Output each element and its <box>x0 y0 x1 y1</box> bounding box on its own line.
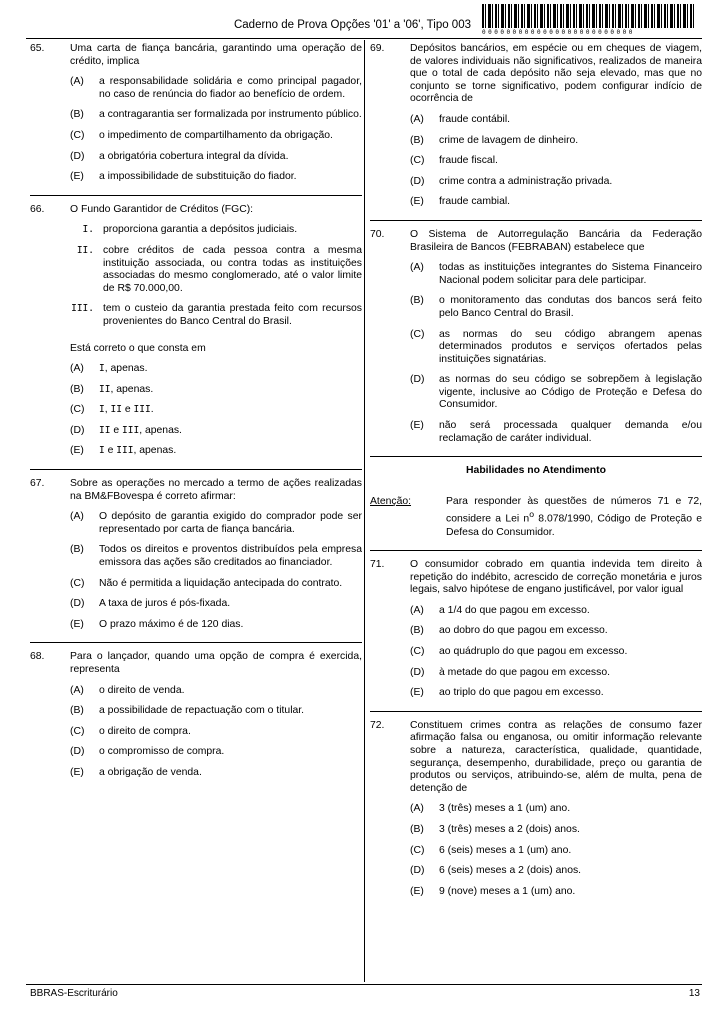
roman-ref: III <box>122 424 140 436</box>
option-text: A taxa de juros é pós-fixada. <box>99 598 231 610</box>
option-a <box>410 803 702 816</box>
option-text <box>99 425 362 438</box>
option-text <box>99 404 362 417</box>
option-d <box>410 374 702 412</box>
left-column <box>30 43 362 780</box>
option-label: (B) <box>70 109 84 121</box>
option-label: (B) <box>70 705 84 717</box>
option-c <box>410 646 702 659</box>
option-text: a responsabilidade solidária e como principal pagador, no caso de renúncia do fiador ao benefício de ordem. <box>99 76 362 100</box>
option-label: (D) <box>410 865 425 877</box>
page-header <box>0 0 728 36</box>
option-text <box>99 445 362 458</box>
statement-ii <box>70 245 362 295</box>
attention-text-post: 8.078/1990, Código de Proteção e Defesa do Consumidor. <box>446 513 703 538</box>
roman-ref: II <box>99 383 111 395</box>
option-d <box>410 176 702 189</box>
option-b <box>70 705 362 718</box>
option-a <box>410 605 702 618</box>
option-text: a impossibilidade de substituição do fiador. <box>99 171 297 183</box>
option-c <box>410 845 702 858</box>
option-tail: . <box>150 404 154 416</box>
option-d <box>410 667 702 680</box>
attention-sup: o <box>529 509 535 520</box>
option-label: (C) <box>70 577 85 589</box>
question-separator <box>30 195 362 196</box>
option-text: fraude fiscal. <box>439 155 498 167</box>
option-tail: , apenas. <box>110 383 154 395</box>
question-number: 69. <box>370 43 385 54</box>
option-text: não será processada qualquer demanda e/ou reclamação de caráter individual. <box>439 420 702 444</box>
question-stem: O Fundo Garantidor de Créditos (FGC): <box>70 203 254 215</box>
option-text: O prazo máximo é de 120 dias. <box>99 618 244 630</box>
section-title: Habilidades no Atendimento <box>466 465 606 477</box>
question-number: 71. <box>370 559 385 571</box>
option-label: (C) <box>70 129 85 141</box>
option-text: o direito de compra. <box>99 725 191 737</box>
option-label: (E) <box>410 420 424 432</box>
option-a <box>70 511 362 536</box>
question-separator <box>30 642 362 643</box>
statement-iii <box>70 303 362 328</box>
option-text: ao triplo do que pagou em excesso. <box>439 687 604 699</box>
option-sep: e <box>104 445 117 457</box>
roman-ref: I <box>99 404 105 416</box>
option-d <box>70 425 362 438</box>
option-e <box>410 420 702 445</box>
option-b <box>410 824 702 837</box>
option-text: fraude cambial. <box>439 196 511 208</box>
option-text: todas as instituições integrantes do Sistema Financeiro Nacional podem solicitar para dele participar. <box>439 262 702 286</box>
question-65 <box>30 43 362 184</box>
roman-ref: I <box>99 445 105 457</box>
option-label: (B) <box>410 625 424 637</box>
option-tail: , apenas. <box>133 445 177 457</box>
option-label: (A) <box>410 803 424 815</box>
option-label: (D) <box>410 666 425 678</box>
option-text: 6 (seis) meses a 1 (um) ano. <box>439 844 572 856</box>
question-66 <box>30 204 362 458</box>
option-label: (D) <box>410 175 425 187</box>
question-number: 65. <box>30 43 45 54</box>
option-b <box>70 109 362 122</box>
option-e <box>410 687 702 700</box>
header-title: Caderno de Prova Opções '01' a '06', Tipo 003 <box>233 19 471 31</box>
option-text: o direito de venda. <box>99 684 185 696</box>
option-b <box>410 625 702 638</box>
question-number: 70. <box>370 228 385 240</box>
option-e <box>70 619 362 632</box>
option-label: (E) <box>410 196 424 208</box>
question-number: 68. <box>30 651 45 663</box>
option-tail: , apenas. <box>139 424 182 436</box>
option-text: a obrigação de venda. <box>99 766 202 778</box>
question-separator <box>370 711 702 712</box>
option-label: (A) <box>70 511 84 523</box>
option-b <box>70 384 362 397</box>
question-number: 72. <box>370 719 385 731</box>
option-c <box>410 329 702 367</box>
question-71 <box>370 559 702 700</box>
option-sep: e <box>121 404 134 416</box>
option-c <box>70 726 362 739</box>
option-b <box>410 295 702 320</box>
option-d <box>410 865 702 878</box>
option-text: O depósito de garantia exigido do comprador pode ser representado por carta de fiança bancária. <box>99 511 362 535</box>
option-e <box>70 171 362 184</box>
option-e <box>410 886 702 899</box>
question-stem: Sobre as operações no mercado a termo de ações realizadas na BM&FBovespa é correto afirmar: <box>70 478 362 502</box>
question-prompt: Está correto o que consta em <box>70 342 206 354</box>
roman-ref: III <box>133 404 151 416</box>
statement-label: II. <box>76 244 94 256</box>
statement-text: tem o custeio da garantia prestada feito com recursos provenientes do Banco Central do Brasil. <box>103 303 362 327</box>
option-b <box>70 544 362 569</box>
page-number: 13 <box>688 988 700 999</box>
option-label: (E) <box>70 618 84 630</box>
statement-text: proporciona garantia a depósitos judiciais. <box>103 224 298 236</box>
statement-text: cobre créditos de cada pessoa contra a mesma instituição associada, ou contra todas as instituições associadas do mesmo conglomerado, até o valor limite de R$ 70.000,00. <box>103 244 362 294</box>
option-label: (D) <box>70 746 85 758</box>
option-d <box>70 151 362 164</box>
option-label: (A) <box>70 363 84 375</box>
question-stem: Uma carta de fiança bancária, garantindo uma operação de crédito, implica <box>70 43 362 67</box>
footer-exam-name: BBRAS-Escriturário <box>30 988 118 999</box>
roman-ref: II <box>110 404 122 416</box>
question-separator <box>370 456 702 457</box>
option-text: ao quádruplo do que pagou em excesso. <box>439 646 628 658</box>
question-stem: Para o lançador, quando uma opção de compra é exercida, representa <box>70 651 362 675</box>
option-a <box>70 76 362 101</box>
option-text: 9 (nove) meses a 1 (um) ano. <box>439 885 576 897</box>
option-text: as normas do seu código abrangem apenas determinados produtos e serviços ofertados pelas instituições signatárias. <box>439 328 702 365</box>
question-stem: O consumidor cobrado em quantia indevida tem direito à repetição do indébito, acrescido de correção monetária e juros legais, salvo hipótese de engano justificável, por valor igual <box>410 559 702 596</box>
question-stem: Depósitos bancários, em espécie ou em cheques de viagem, de valores individuais não significativos, realizados de maneira que o total de cada depósito não seja elevado, mas que no conjunto se torne significativo, podem configurar indício de ocorrência de <box>410 43 702 105</box>
option-text: ao dobro do que pagou em excesso. <box>439 625 608 637</box>
option-text: o compromisso de compra. <box>99 746 225 758</box>
question-number: 67. <box>30 478 45 490</box>
option-label: (B) <box>410 134 424 146</box>
option-c <box>70 578 362 591</box>
footer-rule <box>26 984 702 985</box>
option-text <box>99 363 362 376</box>
option-label: (B) <box>70 544 84 556</box>
option-label: (E) <box>410 885 424 897</box>
option-label: (C) <box>70 725 85 737</box>
option-label: (A) <box>410 262 424 274</box>
option-text: Não é permitida a liquidação antecipada do contrato. <box>99 577 343 589</box>
option-e <box>410 196 702 209</box>
option-text: crime contra a administração privada. <box>439 175 613 187</box>
option-label: (A) <box>70 76 84 88</box>
attention-text <box>446 496 702 539</box>
option-label: (A) <box>410 604 424 616</box>
option-b <box>410 135 702 148</box>
option-text: o impedimento de compartilhamento da obrigação. <box>99 129 333 141</box>
option-label: (C) <box>410 646 425 658</box>
option-text: crime de lavagem de dinheiro. <box>439 134 579 146</box>
option-label: (E) <box>70 445 84 457</box>
option-text: o monitoramento das condutas dos bancos será feito pelo Banco Central do Brasil. <box>439 295 702 319</box>
option-text: 3 (três) meses a 1 (um) ano. <box>439 803 571 815</box>
statement-label: I. <box>82 224 94 236</box>
attention-label: Atenção: <box>370 495 412 507</box>
question-67 <box>30 478 362 631</box>
option-text: 6 (seis) meses a 2 (dois) anos. <box>439 865 582 877</box>
option-a <box>410 262 702 287</box>
statement-i <box>70 224 362 237</box>
option-d <box>70 746 362 759</box>
option-label: (E) <box>70 171 84 183</box>
option-text: fraude contábil. <box>439 113 511 125</box>
question-number: 66. <box>30 203 45 215</box>
question-72 <box>370 720 702 899</box>
option-d <box>70 598 362 611</box>
option-c <box>70 404 362 417</box>
option-sep: e <box>110 424 123 436</box>
option-label: (A) <box>70 684 84 696</box>
option-sep: , <box>104 404 111 416</box>
question-69 <box>370 43 702 209</box>
option-text: a contragarantia ser formalizada por instrumento público. <box>99 109 362 121</box>
option-label: (C) <box>410 155 425 167</box>
roman-ref: II <box>99 424 111 436</box>
option-label: (E) <box>70 766 84 778</box>
column-divider <box>364 40 365 982</box>
option-label: (C) <box>410 328 425 340</box>
option-text: 3 (três) meses a 2 (dois) anos. <box>439 824 580 835</box>
header-rule <box>26 38 702 39</box>
option-text: as normas do seu código se sobrepõem à legislação vigente, inclusive ao Código de Proteção e Defesa do Consumidor. <box>439 374 702 411</box>
option-label: (B) <box>70 383 84 395</box>
question-separator <box>370 220 702 221</box>
right-column <box>370 43 702 898</box>
option-label: (C) <box>70 404 85 416</box>
option-label: (B) <box>410 824 424 835</box>
option-label: (C) <box>410 844 425 856</box>
option-tail: , apenas. <box>104 363 148 375</box>
attention-note <box>370 496 702 539</box>
option-a <box>70 685 362 698</box>
option-e <box>70 767 362 780</box>
option-text: Todos os direitos e proventos distribuídos pela empresa emissora das ações são creditados ao financiador. <box>99 544 362 569</box>
statement-label: III. <box>71 303 94 315</box>
question-separator <box>370 550 702 551</box>
barcode-image <box>482 4 696 28</box>
question-separator <box>30 469 362 470</box>
attention-text-pre: Para responder às questões de números 71 e 72, considere a Lei n <box>446 495 702 525</box>
question-stem: O Sistema de Autorregulação Bancária da Federação Brasileira de Bancos (FEBRABAN) estabelece que <box>410 228 702 253</box>
option-label: (A) <box>410 113 424 125</box>
roman-ref: I <box>99 363 105 375</box>
option-label: (D) <box>70 150 85 162</box>
question-stem: Constituem crimes contra as relações de consumo fazer afirmação falsa ou enganosa, ou omitir informação relevante sobre a natureza, característica, qualidade, quantidade, segurança, desempenho, durabilidade, preço ou garantia de produtos ou serviços, atribuindo-se, além de multa, pena de detenção de <box>410 719 702 794</box>
option-c <box>410 155 702 168</box>
option-label: (D) <box>70 598 85 610</box>
option-text: a 1/4 do que pagou em excesso. <box>439 604 590 616</box>
barcode-digits: 0000000000000000000000000 <box>482 29 635 36</box>
option-c <box>70 130 362 143</box>
option-label: (D) <box>70 424 85 436</box>
question-70 <box>370 229 702 445</box>
option-text: a obrigatória cobertura integral da dívida. <box>99 150 289 162</box>
option-label: (B) <box>410 295 424 307</box>
option-a <box>410 114 702 127</box>
question-68 <box>30 651 362 779</box>
option-text: a possibilidade de repactuação com o titular. <box>99 705 305 717</box>
option-a <box>70 363 362 376</box>
option-e <box>70 445 362 458</box>
option-label: (D) <box>410 374 425 386</box>
option-label: (E) <box>410 687 424 699</box>
roman-ref: III <box>116 445 134 457</box>
option-text: à metade do que pagou em excesso. <box>439 666 610 678</box>
option-text <box>99 384 362 397</box>
